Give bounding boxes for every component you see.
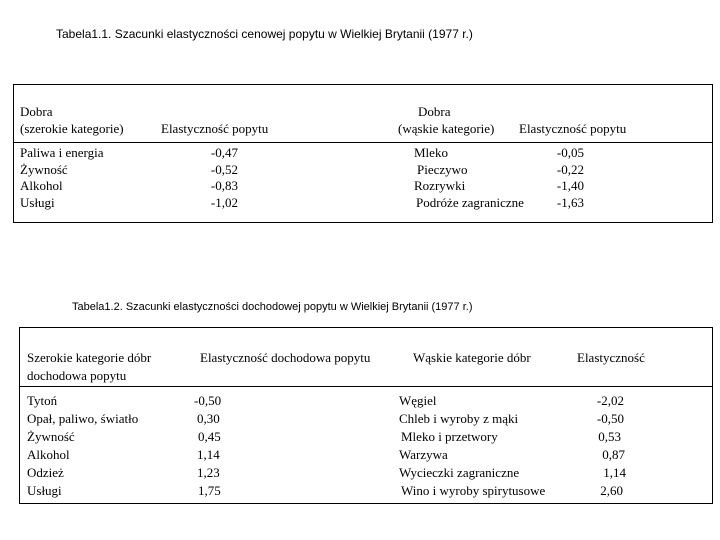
table2-broad-value: 1,14 bbox=[197, 447, 220, 462]
table2-broad-values-column bbox=[194, 392, 221, 500]
table2-narrow-good: Mleko i przetwory bbox=[401, 429, 498, 444]
table2-header-income-elasticity: Elastyczność dochodowa popytu bbox=[200, 350, 371, 365]
table1-header-elasticity-left: Elastyczność popytu bbox=[161, 121, 269, 136]
table1-broad-goods-column bbox=[20, 145, 104, 211]
table2-broad-good: Żywność bbox=[27, 429, 75, 444]
table2-narrow-value: 0,53 bbox=[598, 429, 621, 444]
table2-narrow-value: 1,14 bbox=[603, 465, 626, 480]
table2-broad-good: Opał, paliwo, światło bbox=[27, 411, 139, 426]
table2-broad-value: 1,23 bbox=[197, 465, 220, 480]
table1-header-elasticity-right: Elastyczność popytu bbox=[519, 121, 627, 136]
table1-broad-values-column bbox=[186, 145, 238, 211]
table2-broad-good: Usługi bbox=[27, 483, 62, 498]
table2-broad-value: 0,30 bbox=[197, 411, 220, 426]
table2-narrow-goods-column bbox=[399, 392, 545, 500]
table1-header-broad-line2: (szerokie kategorie) bbox=[20, 121, 124, 136]
table2-broad-good: Alkohol bbox=[27, 447, 70, 462]
table2-narrow-value: 0,87 bbox=[602, 447, 625, 462]
table2-broad-value: 1,75 bbox=[198, 483, 221, 498]
table2-header-broad-line2: dochodowa popytu bbox=[27, 368, 127, 383]
table1-narrow-values-column bbox=[532, 145, 584, 211]
table2-broad-value: 0,45 bbox=[198, 429, 221, 444]
table1-narrow-value: -1,40 bbox=[556, 178, 584, 193]
table2-broad-goods-column bbox=[27, 392, 138, 500]
table1-narrow-goods-column bbox=[414, 145, 524, 211]
table1-broad-value: -0,47 bbox=[210, 145, 238, 160]
table1-narrow-good: Podróże zagraniczne bbox=[416, 194, 524, 210]
table1-narrow-good: Rozrywki bbox=[414, 178, 466, 193]
table1-narrow-value: -0,05 bbox=[556, 145, 584, 160]
table1-broad-value: -0,83 bbox=[210, 178, 238, 193]
table2-narrow-good: Węgiel bbox=[399, 393, 437, 408]
table1-broad-good: Żywność bbox=[20, 161, 68, 177]
table1-broad-good: Alkohol bbox=[20, 178, 63, 193]
table2-narrow-value: 2,60 bbox=[600, 483, 623, 498]
table2-header-elasticity: Elastyczność bbox=[577, 350, 645, 365]
table2-narrow-values-column bbox=[566, 392, 654, 500]
table1-narrow-good: Pieczywo bbox=[417, 161, 468, 177]
table1-header-narrow-line2: (wąskie kategorie) bbox=[398, 121, 495, 136]
table1-header-narrow-line1: Dobra bbox=[418, 104, 451, 119]
table2-broad-good: Odzież bbox=[27, 465, 64, 480]
table1-narrow-good: Mleko bbox=[414, 145, 448, 160]
table1-title: Tabela1.1. Szacunki elastyczności cenowej popytu w Wielkiej Brytanii (1977 r.) bbox=[56, 27, 473, 41]
table2-narrow-value: -2,02 bbox=[596, 393, 624, 408]
table1-broad-good: Paliwa i energia bbox=[20, 145, 104, 160]
table1-frame bbox=[13, 84, 713, 223]
table1-broad-value: -1,02 bbox=[210, 194, 238, 210]
table2-title: Tabela1.2. Szacunki elastyczności dochodowej popytu w Wielkiej Brytanii (1977 r.) bbox=[72, 301, 473, 313]
table1-narrow-value: -0,22 bbox=[556, 161, 584, 177]
table2-narrow-good: Warzywa bbox=[399, 447, 448, 462]
table1-broad-value: -0,52 bbox=[210, 161, 238, 177]
table1-narrow-value: -1,63 bbox=[556, 194, 584, 210]
table2-header-divider bbox=[20, 386, 712, 387]
table2-header-narrow: Wąskie kategorie dóbr bbox=[413, 350, 531, 365]
table2-broad-good: Tytoń bbox=[27, 393, 58, 408]
table2-narrow-good: Chleb i wyroby z mąki bbox=[399, 411, 519, 426]
table1-broad-good: Usługi bbox=[20, 194, 55, 210]
table2-broad-value: -0,50 bbox=[194, 393, 222, 408]
table2-header-broad-line1: Szerokie kategorie dóbr bbox=[27, 350, 152, 365]
table1-header-broad-line1: Dobra bbox=[20, 104, 53, 119]
table2-narrow-value: -0,50 bbox=[596, 411, 624, 426]
table2-narrow-good: Wycieczki zagraniczne bbox=[399, 465, 520, 480]
table2-narrow-good: Wino i wyroby spirytusowe bbox=[401, 483, 546, 498]
table1-header-divider bbox=[14, 142, 712, 143]
